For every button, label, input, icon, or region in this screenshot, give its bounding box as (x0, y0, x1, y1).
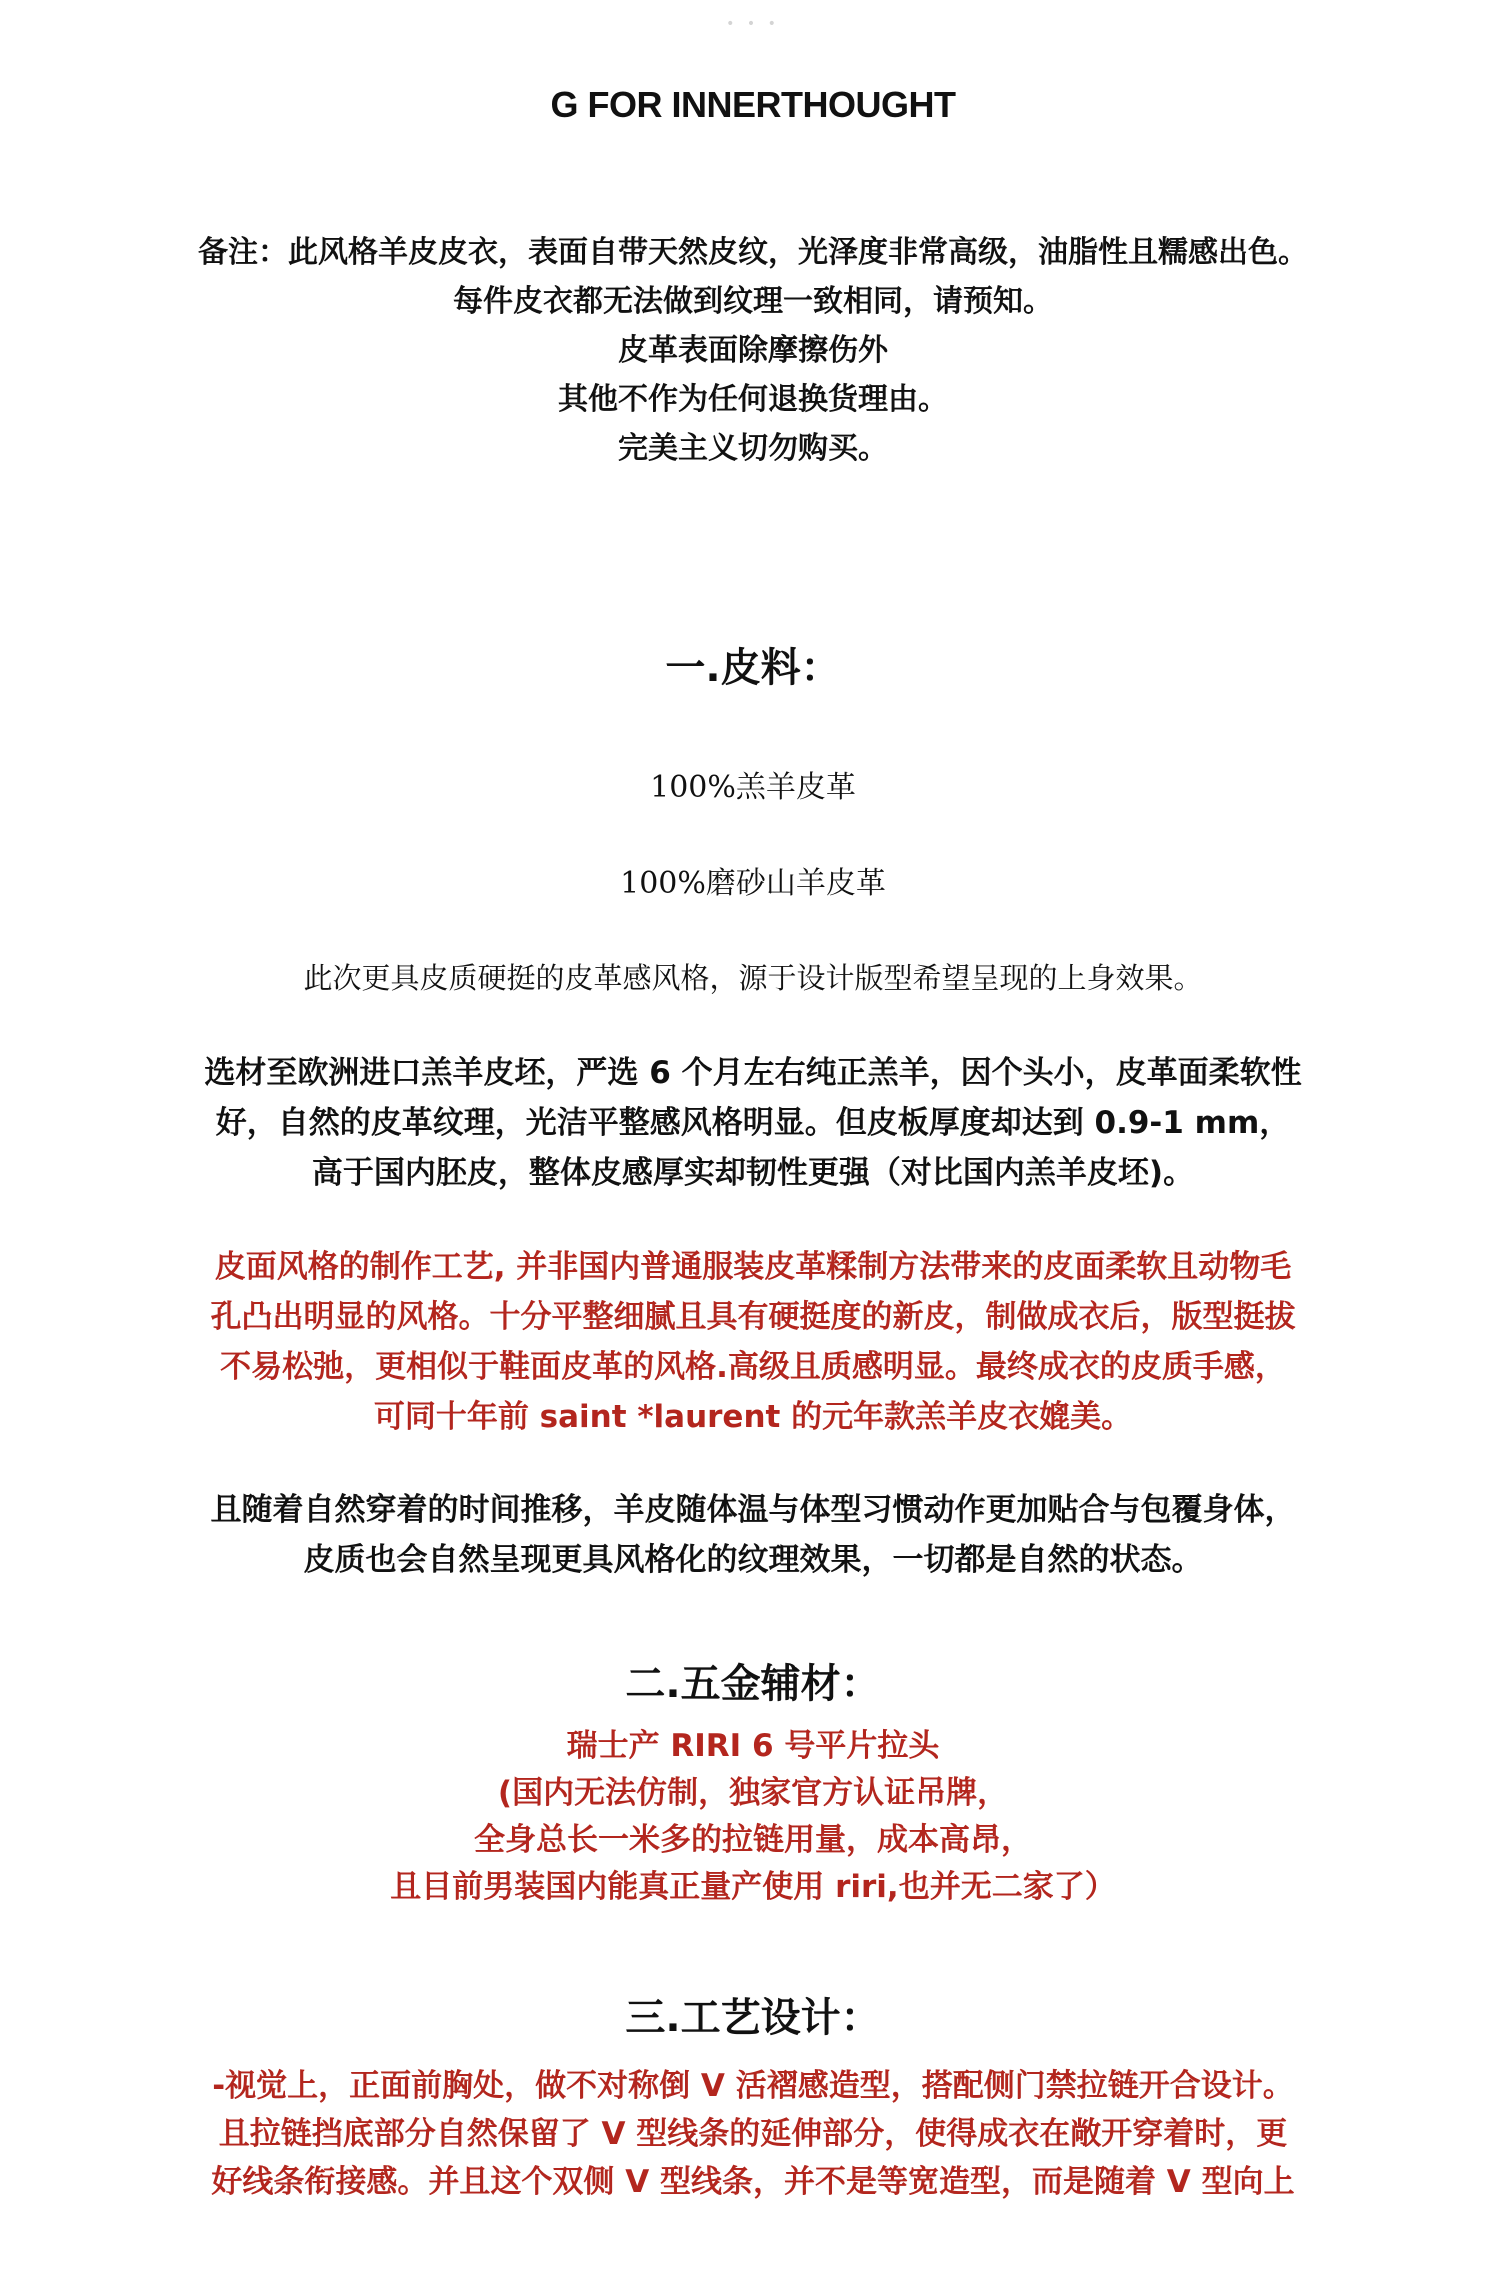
brand-title: G FOR INNERTHOUGHT (550, 84, 956, 125)
material-suede-goatskin: 100%磨砂山羊皮革 (620, 866, 886, 901)
section-heading-design: 三.工艺设计： (625, 1995, 881, 2041)
paragraph-line: 皮面风格的制作工艺, 并非国内普通服装皮革糅制方法带来的皮面柔软且动物毛 (214, 1249, 1292, 1285)
paragraph-line: 且拉链挡底部分自然保留了 V 型线条的延伸部分，使得成衣在敞开穿着时，更 (218, 2116, 1288, 2152)
paragraph-line: 且随着自然穿着的时间推移，羊皮随体温与体型习惯动作更加贴合与包覆身体， (210, 1492, 1296, 1528)
paragraph-line: 可同十年前 saint *laurent 的元年款羔羊皮衣媲美。 (373, 1399, 1133, 1435)
materials-intro: 此次更具皮质硬挺的皮革感风格，源于设计版型希望呈现的上身效果。 (303, 961, 1203, 995)
hardware-paragraph (0, 1723, 1506, 1911)
material-lambskin: 100%羔羊皮革 (650, 770, 856, 805)
note-line: 备注：此风格羊皮皮衣，表面自带天然皮纹，光泽度非常高级，油脂性且糯感出色。 (198, 235, 1308, 270)
paragraph-line: 好线条衔接感。并且这个双侧 V 型线条，并不是等宽造型，而是随着 V 型向上 (211, 2164, 1295, 2200)
materials-paragraph-aging (0, 1485, 1506, 1585)
paragraph-line: 皮质也会自然呈现更具风格化的纹理效果，一切都是自然的状态。 (303, 1542, 1203, 1578)
note-line: 其他不作为任何退换货理由。 (558, 382, 948, 417)
paragraph-line: 且目前男装国内能真正量产使用 riri,也并无二家了） (390, 1869, 1116, 1905)
page-indicator-dots: • • • (726, 16, 780, 32)
note-line: 皮革表面除摩擦伤外 (618, 333, 888, 368)
section-heading-hardware: 二.五金辅材： (625, 1661, 881, 1707)
paragraph-line: 不易松弛，更相似于鞋面皮革的风格.高级且质感明显。最终成衣的皮质手感， (220, 1349, 1286, 1385)
note-line: 完美主义切勿购买。 (618, 431, 888, 466)
materials-paragraph-craft-highlight (0, 1242, 1506, 1442)
design-paragraph (0, 2062, 1506, 2206)
notes-block (0, 228, 1506, 473)
materials-paragraph-sourcing (0, 1048, 1506, 1198)
paragraph-line: (国内无法仿制，独家官方认证吊牌， (497, 1775, 1009, 1811)
paragraph-line: 瑞士产 RIRI 6 号平片拉头 (566, 1728, 940, 1764)
note-line: 每件皮衣都无法做到纹理一致相同，请预知。 (453, 284, 1053, 319)
paragraph-line: 全身总长一米多的拉链用量，成本高昂， (474, 1822, 1032, 1858)
paragraph-line: 高于国内胚皮，整体皮感厚实却韧性更强（对比国内羔羊皮坯)。 (311, 1155, 1195, 1191)
section-heading-materials: 一.皮料： (665, 645, 841, 691)
paragraph-line: 孔凸出明显的风格。十分平整细腻且具有硬挺度的新皮，制做成衣后，版型挺拔 (210, 1299, 1296, 1335)
paragraph-line: -视觉上，正面前胸处，做不对称倒 V 活褶感造型，搭配侧门禁拉链开合设计。 (212, 2068, 1294, 2104)
paragraph-line: 选材至欧洲进口羔羊皮坯，严选 6 个月左右纯正羔羊，因个头小，皮革面柔软性 (204, 1055, 1302, 1091)
paragraph-line: 好，自然的皮革纹理，光洁平整感风格明显。但皮板厚度却达到 0.9-1 mm， (215, 1105, 1291, 1141)
